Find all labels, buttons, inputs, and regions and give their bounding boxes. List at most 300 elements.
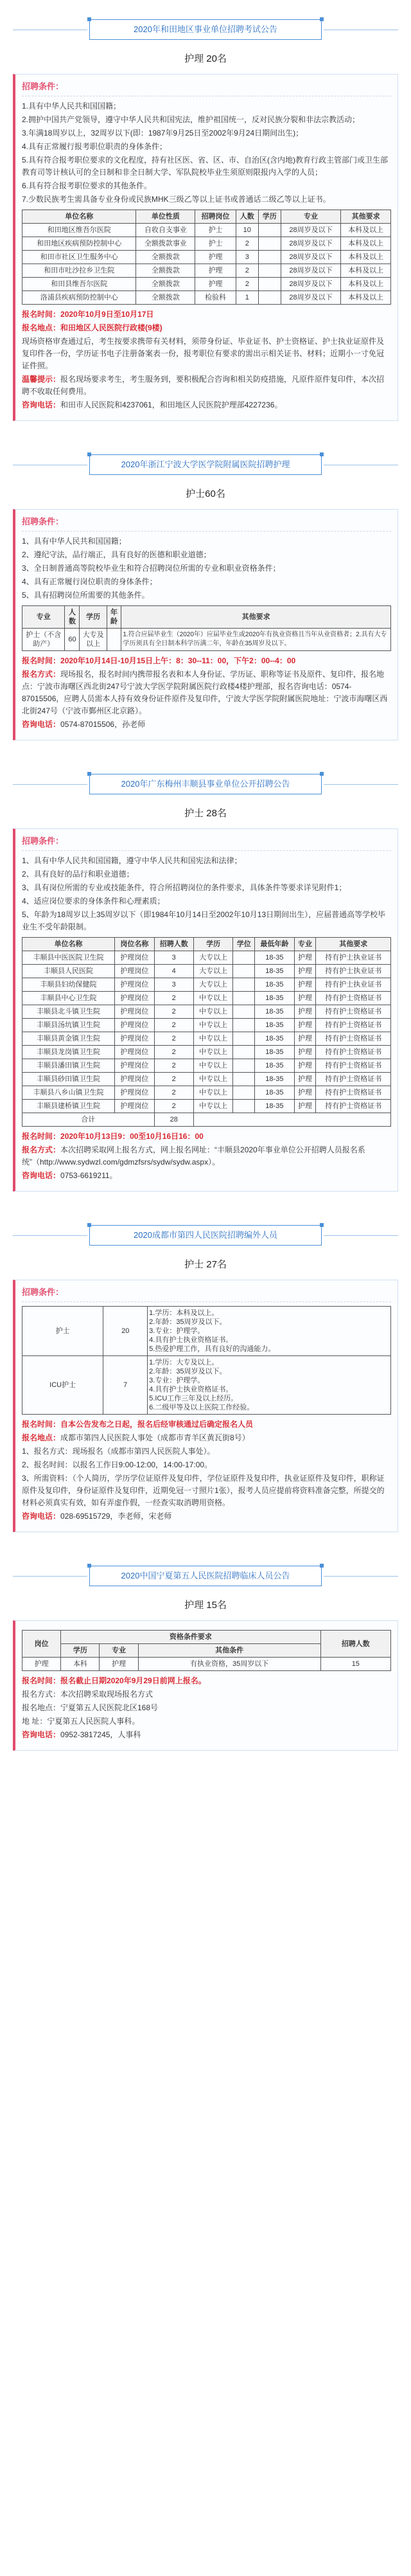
table-cell: 护士（不含助产） bbox=[22, 629, 65, 651]
phone-value: 和田市人民医院和4237061，和田地区人民医院护理部4227236。 bbox=[60, 400, 283, 409]
condition-line: 4.具有正常履行报考职位职责的身体条件； bbox=[22, 142, 168, 151]
section-title-bar bbox=[13, 774, 398, 796]
deadline-label: 报名时间： bbox=[22, 1420, 61, 1429]
table-cell: 大专以上 bbox=[193, 978, 232, 992]
table-row bbox=[22, 1046, 391, 1059]
table-cell: 持有护士资格证书 bbox=[316, 1073, 391, 1086]
page bbox=[13, 0, 398, 1810]
table-header-cell: 专业 bbox=[22, 606, 65, 629]
table-cell: 丰顺县人民医院 bbox=[22, 965, 115, 978]
place-label: 报名方式： bbox=[22, 1145, 61, 1154]
table-cell: 28周岁及以下 bbox=[281, 264, 341, 278]
table-cell: 护理 bbox=[294, 1073, 316, 1086]
table-row bbox=[22, 1073, 391, 1086]
phone-line bbox=[22, 719, 391, 731]
table-cell: 中专以上 bbox=[193, 1005, 232, 1019]
table-header-cell: 学历 bbox=[80, 606, 107, 629]
table-cell: 护理 bbox=[195, 278, 236, 291]
table-cell: 18-35 bbox=[255, 1086, 294, 1100]
table-cell: 护士 bbox=[195, 237, 236, 251]
place-line bbox=[22, 322, 391, 334]
phone-label: 咨询电话： bbox=[22, 720, 61, 729]
info-line: 报名地点：宁夏第五人民医院北区168号 bbox=[22, 1703, 159, 1712]
phone-value: 0574-87015506，孙老师 bbox=[60, 720, 146, 729]
table-cell bbox=[233, 1073, 255, 1086]
table-cell: 28周岁及以下 bbox=[281, 237, 341, 251]
table-cell: 自收自支事业 bbox=[136, 224, 195, 237]
table-header-row bbox=[22, 938, 391, 951]
table-header-cell: 专业 bbox=[281, 210, 341, 224]
table-cell: 2 bbox=[154, 1059, 193, 1073]
table-cell: 护理 bbox=[294, 1032, 316, 1046]
table-cell bbox=[233, 1032, 255, 1046]
table-cell: 2 bbox=[154, 1086, 193, 1100]
table-cell: 大专以上 bbox=[193, 965, 232, 978]
table-cell: 2 bbox=[236, 264, 258, 278]
table-cell bbox=[107, 629, 121, 651]
section-ningxia bbox=[13, 1566, 398, 1751]
table-cell: 丰顺县建桥镇卫生院 bbox=[22, 1100, 115, 1113]
condition-line: 1、具有中华人民共和国国籍，遵守中华人民共和国宪法和法律； bbox=[22, 856, 242, 865]
table-cell: 护理岗位 bbox=[115, 965, 154, 978]
table-header-cell: 单位性质 bbox=[136, 210, 195, 224]
section-title-text: 2020成都市第四人民医院招聘编外人员 bbox=[134, 1230, 277, 1240]
deadline-value: 自本公告发布之日起，报名后经审核通过后确定报名人员 bbox=[60, 1420, 254, 1429]
table-cell: 本科及以上 bbox=[341, 291, 391, 305]
table-cell: 本科 bbox=[61, 1658, 100, 1671]
table-cell: 和田地区疾病预防控制中心 bbox=[22, 237, 136, 251]
table-cell: 和田县维吾尔医院 bbox=[22, 278, 136, 291]
table-cell: 4 bbox=[154, 965, 193, 978]
section-title-text: 2020年和田地区事业单位招聘考试公告 bbox=[134, 24, 277, 34]
deadline-line bbox=[22, 1131, 391, 1143]
table-cell: 持有护士资格证书 bbox=[316, 1086, 391, 1100]
table-cell: 和田市吐沙拉乡卫生院 bbox=[22, 264, 136, 278]
table-cell: 全额拨款事业 bbox=[136, 237, 195, 251]
table-cell: 护理岗位 bbox=[115, 1046, 154, 1059]
section-chengdu bbox=[13, 1225, 398, 1532]
section-subtitle: 护理 15名 bbox=[184, 1600, 227, 1611]
table-cell: 3 bbox=[236, 251, 258, 264]
table-cell: 护理 bbox=[294, 1086, 316, 1100]
table-cell: 28周岁及以下 bbox=[281, 224, 341, 237]
table-cell: 2 bbox=[154, 1005, 193, 1019]
section-title-text: 2020中国宁夏第五人民医院招聘临床人员公告 bbox=[121, 1571, 290, 1580]
submit-line: 现场资格审查通过后，考生按要求携带有关材料，须带身份证、毕业证书、护士资格证、护士执业证原件及复印件各一份，学历证书电子注册备案表一份，报考职位有要求的需出示相关证书、材料；近期小一寸免冠证件照。 bbox=[22, 337, 385, 370]
table-cell: 和田地区维吾尔医院 bbox=[22, 224, 136, 237]
condition-line: 1、具有中华人民共和国国籍； bbox=[22, 537, 127, 546]
table-cell: 护理岗位 bbox=[115, 978, 154, 992]
info-card bbox=[13, 1620, 398, 1751]
table-row bbox=[22, 965, 391, 978]
info-card bbox=[13, 509, 398, 740]
table-cell: 和田市社区卫生服务中心 bbox=[22, 251, 136, 264]
positions-table bbox=[22, 605, 391, 651]
table-cell: 护理 bbox=[294, 965, 316, 978]
table-cell: 1.符合应届毕业生（2020年）应届毕业生或2020年有执业资格且当年从业资格者；2.具有大专学历须具有全日制本科学历满二年，年龄在35周岁及以下。 bbox=[121, 629, 391, 651]
section-ningbo bbox=[13, 454, 398, 740]
table-total-row bbox=[22, 1113, 391, 1127]
positions-table bbox=[22, 210, 391, 305]
deadline-value: 2020年10月9日至10月17日 bbox=[60, 310, 154, 319]
table-cell: 18-35 bbox=[255, 1100, 294, 1113]
table-header-cell: 年龄 bbox=[107, 606, 121, 629]
deadline-value: 2020年10月13日9：00至10月16日16：00 bbox=[60, 1132, 204, 1141]
table-cell: 全额拨款 bbox=[136, 251, 195, 264]
table-cell: 28周岁及以下 bbox=[281, 251, 341, 264]
table-cell: 护理岗位 bbox=[115, 1005, 154, 1019]
table-cell: 60 bbox=[65, 629, 80, 651]
table-row bbox=[22, 951, 391, 965]
section-title-bar bbox=[13, 1225, 398, 1247]
phone-label: 咨询电话： bbox=[22, 1730, 61, 1739]
condition-line: 7.少数民族考生需具备专业身份或民族MHK三级乙等以上证书或普通话二级乙等以上证书。 bbox=[22, 195, 331, 204]
notice-label: 温馨提示： bbox=[22, 375, 61, 384]
section-title[interactable] bbox=[89, 774, 322, 794]
table-cell: 7 bbox=[103, 1356, 148, 1415]
table-header-cell: 最低年龄 bbox=[255, 938, 294, 951]
table-cell: 18-35 bbox=[255, 1032, 294, 1046]
table-row bbox=[22, 992, 391, 1005]
table-cell: 持有护士资格证书 bbox=[316, 1005, 391, 1019]
table-cell: 18-35 bbox=[255, 1005, 294, 1019]
section-title-bar bbox=[13, 454, 398, 476]
place-label: 报名地点： bbox=[22, 1433, 61, 1442]
table-cell: 丰顺县中医医院卫生院 bbox=[22, 951, 115, 965]
phone-label: 咨询电话： bbox=[22, 400, 61, 409]
condition-line: 3、全日制普通高等院校毕业生和符合招聘岗位所需的专业和职业资格条件； bbox=[22, 564, 281, 573]
table-cell bbox=[233, 1100, 255, 1113]
table-cell: 洛浦县疾病预防控制中心 bbox=[22, 291, 136, 305]
table-row bbox=[22, 978, 391, 992]
table-row bbox=[22, 264, 391, 278]
table-cell: 2 bbox=[154, 1046, 193, 1059]
table-cell: 2 bbox=[154, 992, 193, 1005]
table-header-cell: 岗位 bbox=[22, 1631, 61, 1658]
table-cell bbox=[233, 1005, 255, 1019]
table-header-row bbox=[22, 1631, 391, 1644]
section-title[interactable] bbox=[89, 1225, 322, 1246]
table-header-cell: 专业 bbox=[294, 938, 316, 951]
info-line: 2、报名时间：以报名工作日9:00-12:00，14:00-17:00。 bbox=[22, 1460, 213, 1469]
table-cell: 本科及以上 bbox=[341, 278, 391, 291]
table-cell: 护理 bbox=[294, 978, 316, 992]
table-cell: 护理岗位 bbox=[115, 1059, 154, 1073]
table-cell: 18-35 bbox=[255, 992, 294, 1005]
table-cell bbox=[233, 951, 255, 965]
table-header-cell: 招聘人数 bbox=[320, 1631, 390, 1658]
table-cell: 护士 bbox=[195, 224, 236, 237]
table-cell: 持有护士资格证书 bbox=[316, 1059, 391, 1073]
place-line bbox=[22, 1144, 391, 1168]
notice-value: 报名现场要求考生，考生服务到，要积极配合咨询和相关防疫措施，凡原件原件复印件，本次招聘不收取任何费用。 bbox=[22, 375, 385, 396]
section-title-bar bbox=[13, 1566, 398, 1588]
table-cell bbox=[233, 978, 255, 992]
table-cell: 护理 bbox=[195, 251, 236, 264]
info-card bbox=[13, 74, 398, 421]
table-cell: 28周岁及以下 bbox=[281, 278, 341, 291]
table-cell: 护理岗位 bbox=[115, 1086, 154, 1100]
deadline-label: 报名时间： bbox=[22, 1132, 61, 1141]
section-subtitle: 护理 20名 bbox=[184, 53, 227, 64]
notice-line bbox=[22, 373, 391, 398]
section-title-bar bbox=[13, 19, 398, 41]
table-cell: 3 bbox=[154, 978, 193, 992]
table-row bbox=[22, 1307, 391, 1356]
deadline-line bbox=[22, 1418, 391, 1431]
table-cell: 大专及以上 bbox=[80, 629, 107, 651]
deadline-line bbox=[22, 1675, 391, 1687]
condition-line: 5、年龄为18周岁以上35周岁以下（即1984年10月14日至2002年10月13日期间出生），应届普通高等学校毕业生不受年龄限制。 bbox=[22, 910, 386, 931]
deadline-label: 报名时间： bbox=[22, 1676, 61, 1685]
section-title-text: 2020年广东梅州丰顺县事业单位公开招聘公告 bbox=[121, 779, 290, 789]
phone-line bbox=[22, 1170, 391, 1182]
place-value: 和田地区人民医院行政楼(9楼) bbox=[60, 323, 162, 332]
table-row bbox=[22, 1032, 391, 1046]
table-header-row bbox=[22, 210, 391, 224]
table-total-value: 28 bbox=[154, 1113, 193, 1127]
table-cell bbox=[258, 264, 281, 278]
table-cell bbox=[233, 1059, 255, 1073]
table-cell: 本科及以上 bbox=[341, 264, 391, 278]
table-row bbox=[22, 278, 391, 291]
table-cell: 3 bbox=[154, 951, 193, 965]
table-header-cell: 单位名称 bbox=[22, 210, 136, 224]
place-value: 本次招聘采取网上报名方式，网上报名网址：“丰顺县2020年事业单位公开招聘人员报名系统”（http://www.sydwzl.com/gdmzfsrs/sydw/sydw.aspx）。 bbox=[22, 1145, 365, 1167]
table-header-cell: 人数 bbox=[236, 210, 258, 224]
table-cell: 本科及以上 bbox=[341, 237, 391, 251]
table-cell: 1.学历：本科及以上。 2.年龄：35周岁及以下。 3.专业：护理学。 4.具有护士执业资格证书。 5.热爱护理工作，具有良好的沟通能力。 bbox=[148, 1307, 391, 1356]
table-cell: 本科及以上 bbox=[341, 224, 391, 237]
table-cell: 护理岗位 bbox=[115, 1032, 154, 1046]
info-line: 3、所需资料：（个人简历，学历学位证原件及复印件，学位证原件及复印件，执业证原件及复印件，职称证原件及复印件，身份证原件及复印件，近期免冠一寸照片1张），报考人员应提前将资料准备完整，所提交的材料必须真实有效，如有弄虚作假，一经查实取消聘用资格。 bbox=[22, 1474, 385, 1507]
phone-value: 028-69515729，李老师，宋老师 bbox=[60, 1512, 172, 1521]
table-row bbox=[22, 291, 391, 305]
table-header-cell: 人数 bbox=[65, 606, 80, 629]
table-row bbox=[22, 224, 391, 237]
positions-table bbox=[22, 1630, 391, 1671]
table-cell: 中专以上 bbox=[193, 1059, 232, 1073]
card-header: 招聘条件： bbox=[22, 834, 391, 851]
table-cell: 全额拨款 bbox=[136, 291, 195, 305]
table-cell: 持有护士执业证书 bbox=[316, 965, 391, 978]
table-header-cell: 其他要求 bbox=[121, 606, 391, 629]
table-cell bbox=[233, 992, 255, 1005]
phone-label: 咨询电话： bbox=[22, 1512, 61, 1521]
table-cell: 丰顺县砂田镇卫生院 bbox=[22, 1073, 115, 1086]
info-line: 报名方式：本次招聘采取现场报名方式 bbox=[22, 1690, 153, 1699]
table-cell: 护理 bbox=[294, 992, 316, 1005]
table-cell bbox=[258, 278, 281, 291]
table-header-cell: 岗位名称 bbox=[115, 938, 154, 951]
table-cell: 丰顺县妇幼保健院 bbox=[22, 978, 115, 992]
section-subtitle: 护士 28名 bbox=[184, 808, 227, 819]
table-cell: 护理 bbox=[294, 951, 316, 965]
table-cell: 全额拨款 bbox=[136, 278, 195, 291]
table-cell: 护理 bbox=[294, 1005, 316, 1019]
table-cell: 2 bbox=[236, 278, 258, 291]
deadline-line bbox=[22, 655, 391, 667]
condition-line: 5、具有招聘岗位所需要的其他条件。 bbox=[22, 591, 150, 600]
table-cell: 护理岗位 bbox=[115, 1019, 154, 1032]
positions-table bbox=[22, 937, 391, 1127]
table-cell: 18-35 bbox=[255, 1059, 294, 1073]
deadline-label: 报名时间： bbox=[22, 310, 61, 319]
table-cell: 护理 bbox=[294, 1019, 316, 1032]
table-cell: 丰顺县潘田镇卫生院 bbox=[22, 1059, 115, 1073]
table-cell: 10 bbox=[236, 224, 258, 237]
table-cell: 护理 bbox=[22, 1658, 61, 1671]
table-header-cell: 学位 bbox=[233, 938, 255, 951]
table-cell: 中专以上 bbox=[193, 1073, 232, 1086]
deadline-value: 2020年10月14日-10月15日上午：8：30--11：00，下午2：00--4：00 bbox=[60, 656, 296, 665]
table-cell: 2 bbox=[154, 1032, 193, 1046]
table-header-cell: 专业 bbox=[100, 1644, 138, 1658]
table-row bbox=[22, 251, 391, 264]
condition-line: 4、具有正常履行岗位职责的身体条件； bbox=[22, 577, 157, 586]
table-cell bbox=[258, 224, 281, 237]
table-header-cell: 其他要求 bbox=[341, 210, 391, 224]
table-cell: 持有护士执业证书 bbox=[316, 951, 391, 965]
condition-line: 2、遵纪守法，品行端正，具有良好的医德和职业道德； bbox=[22, 550, 211, 559]
table-cell: 15 bbox=[320, 1658, 390, 1671]
table-cell: 护士 bbox=[22, 1307, 103, 1356]
place-line bbox=[22, 668, 391, 717]
table-cell: 护理 bbox=[294, 1059, 316, 1073]
table-cell: 18-35 bbox=[255, 965, 294, 978]
table-cell: ICU护士 bbox=[22, 1356, 103, 1415]
table-cell: 护理岗位 bbox=[115, 1100, 154, 1113]
card-header: 招聘条件： bbox=[22, 515, 391, 532]
section-title[interactable] bbox=[89, 19, 322, 40]
table-total-label: 合计 bbox=[22, 1113, 155, 1127]
phone-line bbox=[22, 1510, 391, 1523]
table-cell: 中专以上 bbox=[193, 1100, 232, 1113]
deadline-label: 报名时间： bbox=[22, 656, 61, 665]
condition-line: 1.具有中华人民共和国国籍； bbox=[22, 102, 121, 111]
table-cell: 大专以上 bbox=[193, 951, 232, 965]
table-cell: 护理岗位 bbox=[115, 951, 154, 965]
place-value: 成都市第四人民医院人事处（成都市青羊区黄瓦街8号） bbox=[60, 1433, 250, 1442]
table-cell: 1.学历：大专及以上。 2.年龄：35周岁及以下。 3.专业：护理学。 4.具有护士执业资格证书。 5.ICU工作三年及以上经历。 6.二级甲等及以上医院工作经验。 bbox=[148, 1356, 391, 1415]
deadline-value: 报名截止日期2020年9月29日前网上报名。 bbox=[60, 1676, 206, 1685]
table-cell: 丰顺县八乡山镇卫生院 bbox=[22, 1086, 115, 1100]
condition-line: 5.具有符合报考职位要求的文化程度，持有社区医、省、区、市、自治区(含内地)教育行政主管部门或卫生部教育司等计核认可的全日制和非全日制大学、军队院校毕业生须原则限报内入学的人员； bbox=[22, 156, 389, 177]
table-cell bbox=[258, 291, 281, 305]
card-header: 招聘条件： bbox=[22, 1285, 391, 1302]
table-row bbox=[22, 1086, 391, 1100]
table-cell: 检验科 bbox=[195, 291, 236, 305]
card-header: 招聘条件： bbox=[22, 80, 391, 96]
place-label: 报名方式： bbox=[22, 670, 61, 679]
info-card bbox=[13, 828, 398, 1192]
section-hetian bbox=[13, 19, 398, 421]
condition-line: 2.拥护中国共产党领导，遵守中华人民共和国宪法，维护祖国统一，反对民族分裂和非法宗教活动； bbox=[22, 115, 360, 124]
table-cell: 丰顺县龙岗镇卫生院 bbox=[22, 1046, 115, 1059]
table-cell: 20 bbox=[103, 1307, 148, 1356]
table-cell: 28周岁及以下 bbox=[281, 291, 341, 305]
table-cell: 中专以上 bbox=[193, 992, 232, 1005]
table-cell: 中专以上 bbox=[193, 1086, 232, 1100]
positions-table bbox=[22, 1306, 391, 1415]
table-header-cell: 其他条件 bbox=[138, 1644, 320, 1658]
table-cell: 丰顺县汤坑镇卫生院 bbox=[22, 1019, 115, 1032]
table-header-cell: 学历 bbox=[258, 210, 281, 224]
table-header-cell: 单位名称 bbox=[22, 938, 115, 951]
table-cell: 持有护士资格证书 bbox=[316, 1019, 391, 1032]
section-subtitle: 护士 27名 bbox=[184, 1259, 227, 1270]
table-cell: 护理 bbox=[195, 264, 236, 278]
table-cell: 中专以上 bbox=[193, 1032, 232, 1046]
condition-line: 4、适应岗位要求的身体条件和心理素质； bbox=[22, 897, 165, 906]
place-line bbox=[22, 1432, 391, 1444]
table-header-cell: 招聘岗位 bbox=[195, 210, 236, 224]
phone-line bbox=[22, 1729, 391, 1741]
table-row bbox=[22, 1005, 391, 1019]
deadline-line bbox=[22, 309, 391, 321]
place-label: 报名地点： bbox=[22, 323, 61, 332]
table-cell: 18-35 bbox=[255, 978, 294, 992]
table-cell: 持有护士资格证书 bbox=[316, 992, 391, 1005]
table-cell bbox=[233, 1046, 255, 1059]
table-cell bbox=[233, 965, 255, 978]
table-header-row bbox=[22, 606, 391, 629]
table-cell: 持有护士执业证书 bbox=[316, 978, 391, 992]
condition-line: 3.年满18周岁以上，32周岁以下(即：1987年9月25日至2002年9月24日期间出生)； bbox=[22, 129, 304, 138]
table-cell: 中专以上 bbox=[193, 1046, 232, 1059]
table-cell bbox=[193, 1113, 390, 1127]
table-cell: 护理岗位 bbox=[115, 992, 154, 1005]
phone-value: 0753-6619211。 bbox=[60, 1171, 118, 1180]
table-cell bbox=[258, 251, 281, 264]
table-header-cell: 招聘人数 bbox=[154, 938, 193, 951]
table-cell: 2 bbox=[154, 1019, 193, 1032]
section-title[interactable] bbox=[89, 1566, 322, 1586]
table-cell: 全额拨款 bbox=[136, 264, 195, 278]
phone-label: 咨询电话： bbox=[22, 1171, 61, 1180]
table-header-cell: 学历 bbox=[193, 938, 232, 951]
table-cell bbox=[258, 237, 281, 251]
phone-value: 0952-3817245，人事科 bbox=[60, 1730, 141, 1739]
table-cell bbox=[233, 1086, 255, 1100]
table-cell: 持有护士资格证书 bbox=[316, 1100, 391, 1113]
phone-line bbox=[22, 399, 391, 411]
table-cell: 18-35 bbox=[255, 1019, 294, 1032]
table-cell: 护理岗位 bbox=[115, 1073, 154, 1086]
section-title[interactable] bbox=[89, 454, 322, 475]
table-header-cell: 学历 bbox=[61, 1644, 100, 1658]
table-cell: 18-35 bbox=[255, 1046, 294, 1059]
table-cell: 持有护士资格证书 bbox=[316, 1046, 391, 1059]
table-header-cell: 其他要求 bbox=[316, 938, 391, 951]
table-cell: 护理 bbox=[294, 1100, 316, 1113]
table-row bbox=[22, 1100, 391, 1113]
table-cell bbox=[233, 1019, 255, 1032]
table-cell: 护理 bbox=[294, 1046, 316, 1059]
table-cell: 护理 bbox=[100, 1658, 138, 1671]
table-cell: 2 bbox=[154, 1100, 193, 1113]
condition-line: 6.具有符合报考职位要求的其他条件。 bbox=[22, 181, 152, 190]
table-cell: 18-35 bbox=[255, 1073, 294, 1086]
table-cell: 丰顺县中心卫生院 bbox=[22, 992, 115, 1005]
table-row bbox=[22, 1059, 391, 1073]
table-cell: 中专以上 bbox=[193, 1019, 232, 1032]
table-cell: 2 bbox=[154, 1073, 193, 1086]
info-line: 地 址：宁夏第五人民医院人事科。 bbox=[22, 1717, 140, 1726]
table-cell: 丰顺县黄金镇卫生院 bbox=[22, 1032, 115, 1046]
condition-line: 3、具有岗位所需的专业或技能条件，符合所招聘岗位的条件要求，具体条件等要求详见附件1； bbox=[22, 883, 347, 892]
table-cell: 18-35 bbox=[255, 951, 294, 965]
